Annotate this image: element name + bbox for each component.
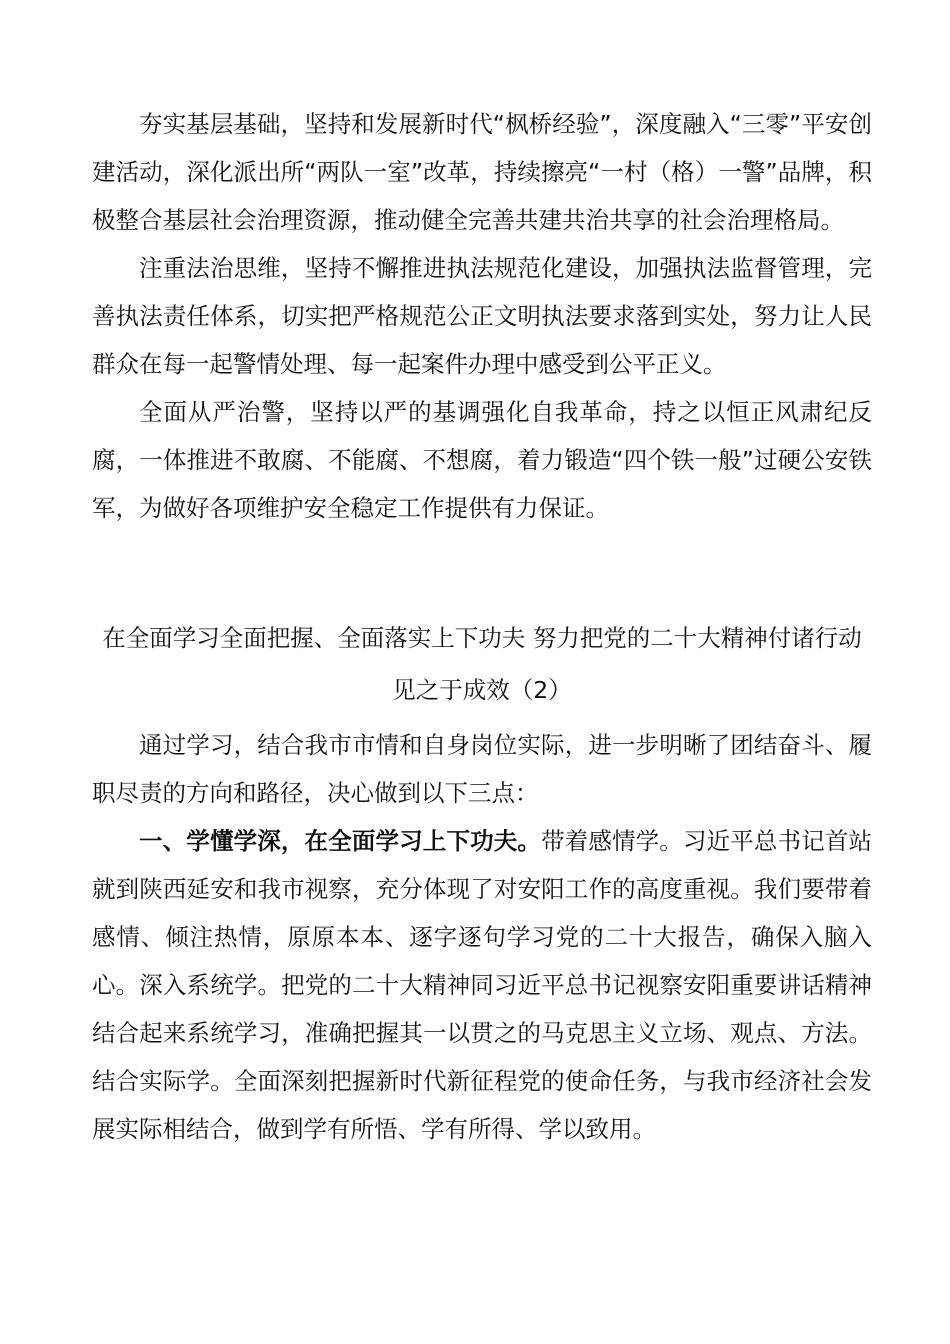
paragraph-point-1 (92, 817, 872, 1153)
point-1-body: 带着感情学。习近平总书记首站就到陕西延安和我市视察，充分体现了对安阳工作的高度重视。我们要带着感情、倾注热情，原原本本、逐字逐句学习党的二十大报告，确保入脑入心。深入系统学。把党的二十大精神同习近平总书记视察安阳重要讲话精神结合起来系统学习，准确把握其一以贯之的马克思主义立场、观点、方法。结合实际学。全面深刻把握新时代新征程党的使命任务，与我市经济社会发展实际相结合，做到学有所悟、学有所得、学以致用。 (92, 827, 873, 1143)
paragraph-intro: 通过学习，结合我市市情和自身岗位实际，进一步明晰了团结奋斗、履职尽责的方向和路径，决心做到以下三点： (92, 731, 872, 807)
point-1-heading: 一、学懂学深，在全面学习上下功夫。 (139, 827, 542, 855)
part1-body (92, 100, 872, 532)
paragraph-grassroots: 夯实基层基础，坚持和发展新时代“枫桥经验”，深度融入“三零”平安创建活动，深化派出所“两队一室”改革，持续擦亮“一村（格）一警”品牌，积极整合基层社会治理资源，推动健全完善共建共治共享的社会治理格局。 (92, 110, 872, 234)
paragraph-strict-police: 全面从严治警，坚持以严的基调强化自我革命，持之以恒正风肃纪反腐，一体推进不敢腐、不能腐、不想腐，着力锻造“四个铁一般”过硬公安铁军，为做好各项维护安全稳定工作提供有力保证。 (92, 398, 872, 522)
part2-body (92, 721, 872, 1153)
paragraph-rule-of-law: 注重法治思维，坚持不懈推进执法规范化建设，加强执法监督管理，完善执法责任体系，切实把严格规范公正文明执法要求落到实处，努力让人民群众在每一起警情处理、每一起案件办理中感受到公平正义。 (92, 254, 872, 378)
section-title: 在全面学习全面把握、全面落实上下功夫 努力把党的二十大精神付诸行动见之于成效（2） (102, 624, 862, 704)
